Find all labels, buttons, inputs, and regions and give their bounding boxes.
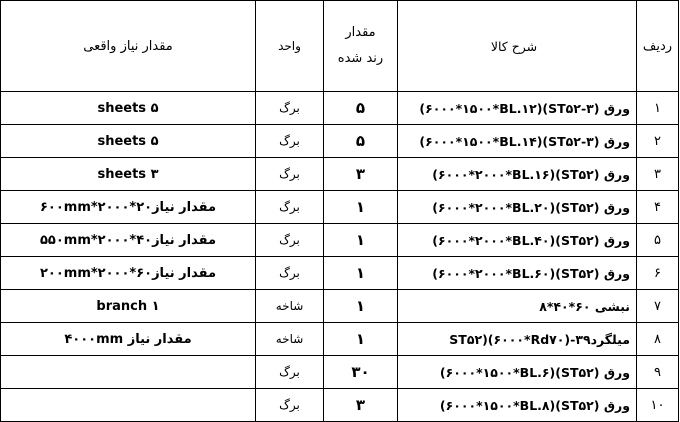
actual-need: ۵ sheets — [1, 92, 256, 125]
table-row — [1, 356, 679, 389]
row-number: ۶ — [637, 257, 679, 290]
item-description: ورق (ST۵۲)(۶۰۰۰*۱۵۰۰*BL.۸) — [398, 389, 637, 422]
rounded-quantity: ۳ — [324, 158, 398, 191]
actual-need: ۳ sheets — [1, 158, 256, 191]
rounded-quantity: ۱ — [324, 290, 398, 323]
unit: برگ — [256, 356, 324, 389]
actual-need: مقدار نیاز۵۵۰mm*۲۰۰۰*۴۰ — [1, 224, 256, 257]
rounded-quantity: ۳ — [324, 389, 398, 422]
row-number: ۳ — [637, 158, 679, 191]
rounded-quantity: ۱ — [324, 257, 398, 290]
item-description: ورق (ST۵۲)(۶۰۰۰*۲۰۰۰*BL.۱۶) — [398, 158, 637, 191]
actual-need: مقدار نیاز۶۰۰mm*۲۰۰۰*۲۰ — [1, 191, 256, 224]
row-number: ۵ — [637, 224, 679, 257]
header-row — [1, 1, 679, 92]
table-row — [1, 224, 679, 257]
header-description: شرح کالا — [398, 1, 637, 92]
row-number: ۸ — [637, 323, 679, 356]
table-row — [1, 125, 679, 158]
unit: شاخه — [256, 290, 324, 323]
actual-need: مقدار نیاز۲۰۰mm*۲۰۰۰*۶۰ — [1, 257, 256, 290]
item-description: میلگرد۳۹-ST۵۲)(۶۰۰۰*Rd۷۰) — [398, 323, 637, 356]
table-row — [1, 191, 679, 224]
actual-need: ۱ branch — [1, 290, 256, 323]
unit: برگ — [256, 92, 324, 125]
header-row-no: ردیف — [637, 1, 679, 92]
actual-need — [1, 389, 256, 422]
header-rounded-qty-text: مقدار رند شده — [337, 25, 384, 66]
item-description: ورق (ST۵۲)(۶۰۰۰*۲۰۰۰*BL.۲۰) — [398, 191, 637, 224]
actual-need: مقدار نیاز ۴۰۰۰mm — [1, 323, 256, 356]
table-row — [1, 158, 679, 191]
row-number: ۷ — [637, 290, 679, 323]
actual-need: ۵ sheets — [1, 125, 256, 158]
table-row — [1, 323, 679, 356]
row-number: ۴ — [637, 191, 679, 224]
row-number: ۱ — [637, 92, 679, 125]
item-description: ورق (۳-ST۵۲)(۶۰۰۰*۱۵۰۰*BL.۱۴) — [398, 125, 637, 158]
rounded-quantity: ۱ — [324, 323, 398, 356]
unit: برگ — [256, 158, 324, 191]
header-rounded-qty — [324, 1, 398, 92]
row-number: ۹ — [637, 356, 679, 389]
item-description: نبشی ۶۰*۴۰*۸ — [398, 290, 637, 323]
rounded-quantity: ۱ — [324, 191, 398, 224]
item-description: ورق (ST۵۲)(۶۰۰۰*۱۵۰۰*BL.۶) — [398, 356, 637, 389]
unit: شاخه — [256, 323, 324, 356]
actual-need — [1, 356, 256, 389]
unit: برگ — [256, 191, 324, 224]
unit: برگ — [256, 125, 324, 158]
table-row — [1, 257, 679, 290]
rounded-quantity: ۳۰ — [324, 356, 398, 389]
header-unit: واحد — [256, 1, 324, 92]
item-description: ورق (ST۵۲)(۶۰۰۰*۲۰۰۰*BL.۶۰) — [398, 257, 637, 290]
rounded-quantity: ۱ — [324, 224, 398, 257]
unit: برگ — [256, 257, 324, 290]
unit: برگ — [256, 224, 324, 257]
item-description: ورق (ST۵۲)(۶۰۰۰*۲۰۰۰*BL.۴۰) — [398, 224, 637, 257]
header-actual-need: مقدار نیاز واقعی — [1, 1, 256, 92]
rounded-quantity: ۵ — [324, 125, 398, 158]
row-number: ۲ — [637, 125, 679, 158]
table-row — [1, 290, 679, 323]
row-number: ۱۰ — [637, 389, 679, 422]
table-body — [1, 92, 679, 422]
item-description: ورق (۳-ST۵۲)(۶۰۰۰*۱۵۰۰*BL.۱۲) — [398, 92, 637, 125]
rounded-quantity: ۵ — [324, 92, 398, 125]
table-row — [1, 389, 679, 422]
unit: برگ — [256, 389, 324, 422]
table-row — [1, 92, 679, 125]
